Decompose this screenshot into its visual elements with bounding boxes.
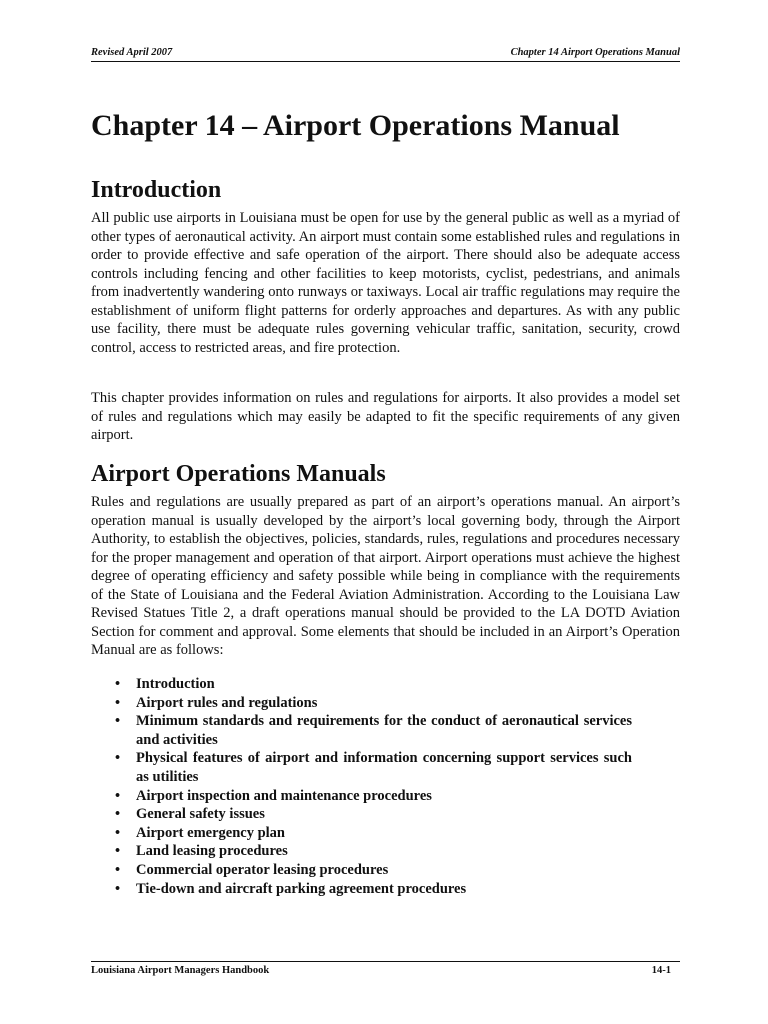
running-header — [91, 46, 680, 59]
list-item: • Tie-down and aircraft parking agreement procedures — [91, 880, 632, 899]
list-item: • Introduction — [91, 675, 632, 694]
list-item: • Airport emergency plan — [91, 824, 632, 843]
introduction-paragraph-2: This chapter provides information on rules and regulations for airports. It also provides a model set of rules and regulations which may easily be adapted to fit the specific requirements of any given airport. — [91, 390, 680, 443]
manual-elements-list — [91, 675, 632, 898]
introduction-heading: Introduction — [91, 177, 222, 203]
footer-handbook-title: Louisiana Airport Managers Handbook — [91, 965, 270, 976]
introduction-paragraph-1: All public use airports in Louisiana must be open for use by the general public as well as a myriad of other types of aeronautical activity. An airport must contain some established rules and regulations in order to provide effective and safe operation of the airport. There should also be adequate access controls including fencing and other facilities to keep motorists, cyclist, pedestrians, and animals from inadvertently wandering onto runways or taxiways. Local air traffic regulations may require the establishment of uniform flight patterns for orderly approaches and departures. As with any public use facility, there must be adequate rules governing vehicular traffic, sanitation, security, crowd control, access to restricted areas, and fire protection. — [91, 210, 680, 356]
chapter-title: Chapter 14 – Airport Operations Manual — [91, 109, 620, 142]
operations-manuals-paragraph: Rules and regulations are usually prepared as part of an airport’s operations manual. An airport’s operation manual is usually developed by the airport’s local governing body, through the Airport Authority, to establish the objectives, policies, standards, rules, regulations and procedures necessary for the proper management and operation of that airport. Airport operations must achieve the highest degree of operating efficiency and safety possible while being in compliance with the requirements of the State of Louisiana and the Federal Aviation Administration. According to the Louisiana Law Revised Statues Title 2, a draft operations manual should be provided to the LA DOTD Aviation Section for comment and approval. Some elements that should be included in an Airport’s Operation Manual are as follows: — [91, 494, 680, 658]
footer-rule — [91, 961, 680, 962]
list-item: • Commercial operator leasing procedures — [91, 861, 632, 880]
list-item: • Physical features of airport and information concerning support services such as utilities — [91, 749, 632, 786]
list-item: • Minimum standards and requirements for the conduct of aeronautical services and activities — [91, 712, 632, 749]
running-footer — [91, 964, 671, 977]
page-number: 14-1 — [651, 965, 671, 976]
list-item: • Airport inspection and maintenance procedures — [91, 787, 632, 806]
header-chapter-label: Chapter 14 Airport Operations Manual — [510, 47, 680, 58]
operations-manuals-heading: Airport Operations Manuals — [91, 461, 386, 487]
list-item: • Land leasing procedures — [91, 842, 632, 861]
header-rule — [91, 61, 680, 62]
list-item: • Airport rules and regulations — [91, 694, 632, 713]
list-item: • General safety issues — [91, 805, 632, 824]
header-revision-date: Revised April 2007 — [91, 47, 173, 58]
